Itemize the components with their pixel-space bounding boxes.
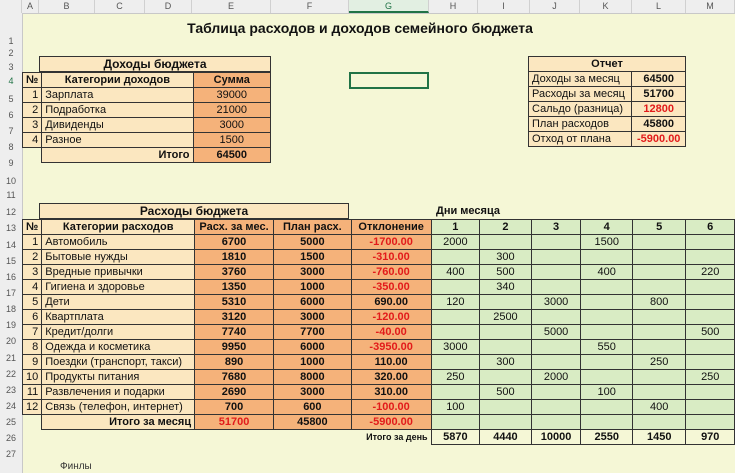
report-row-label: Доходы за месяц — [529, 72, 632, 87]
row-header-7[interactable]: 7 — [8, 126, 14, 136]
expense-row — [23, 400, 735, 415]
row-header-1[interactable]: 1 — [8, 36, 14, 46]
expense-row-plan[interactable]: 600 — [274, 400, 352, 415]
expense-day-cell[interactable]: 250 — [431, 370, 480, 385]
expense-day-cell[interactable] — [480, 340, 532, 355]
day-total-cell[interactable]: 5870 — [431, 430, 480, 445]
expense-row-deviation[interactable]: -1700.00 — [351, 235, 431, 250]
expense-day-cell[interactable]: 3000 — [431, 340, 480, 355]
expense-day-cell[interactable] — [480, 235, 532, 250]
expenses-total-spent[interactable]: 51700 — [195, 415, 274, 430]
expense-row-plan[interactable]: 3000 — [274, 310, 352, 325]
expense-day-cell[interactable] — [632, 325, 686, 340]
column-header-h[interactable]: H — [429, 0, 478, 13]
expense-day-cell[interactable] — [581, 310, 633, 325]
expense-day-cell[interactable] — [431, 385, 480, 400]
expense-row-category[interactable]: Продукты питания — [42, 370, 195, 385]
expense-day-cell[interactable] — [686, 340, 735, 355]
expense-row-num: 5 — [23, 295, 42, 310]
row-header-16[interactable]: 16 — [5, 272, 16, 282]
expense-row-deviation[interactable]: 110.00 — [351, 355, 431, 370]
report-row — [529, 72, 686, 87]
report-row-label: Сальдо (разница) — [529, 102, 632, 117]
day-total-row — [23, 430, 735, 445]
row-header-24[interactable]: 24 — [5, 401, 16, 411]
expense-day-cell[interactable] — [581, 250, 633, 265]
expense-row — [23, 235, 735, 250]
expense-day-cell[interactable]: 300 — [480, 355, 532, 370]
expenses-table — [22, 219, 735, 445]
expense-row-spent[interactable]: 5310 — [195, 295, 274, 310]
expense-day-cell[interactable] — [686, 280, 735, 295]
expense-row-spent[interactable]: 6700 — [195, 235, 274, 250]
expense-day-cell[interactable] — [531, 340, 581, 355]
row-headers — [0, 13, 23, 473]
day-total-cell[interactable]: 970 — [686, 430, 735, 445]
expense-day-cell[interactable] — [632, 235, 686, 250]
expense-row-category[interactable]: Развлечения и подарки — [42, 385, 195, 400]
column-header-m[interactable]: M — [686, 0, 735, 13]
expense-row-category[interactable]: Гигиена и здоровье — [42, 280, 195, 295]
expense-row-spent[interactable]: 3120 — [195, 310, 274, 325]
expense-day-cell[interactable] — [431, 325, 480, 340]
day-header-cell: 5 — [632, 220, 686, 235]
expenses-total-label: Итого за месяц — [42, 415, 195, 430]
expense-day-cell[interactable] — [581, 280, 633, 295]
day-total-cell[interactable]: 1450 — [632, 430, 686, 445]
expense-day-cell[interactable] — [632, 340, 686, 355]
expense-day-cell[interactable]: 5000 — [531, 325, 581, 340]
report-row-value[interactable]: 12800 — [632, 102, 686, 117]
expense-row-category[interactable]: Квартплата — [42, 310, 195, 325]
column-header-e[interactable]: E — [192, 0, 271, 13]
expense-day-cell[interactable]: 2000 — [431, 235, 480, 250]
income-row — [23, 103, 271, 118]
report-row-label: Расходы за месяц — [529, 87, 632, 102]
expense-day-cell[interactable] — [431, 355, 480, 370]
report-row-value[interactable]: -5900.00 — [632, 132, 686, 147]
report-table — [528, 56, 686, 147]
row-header-25[interactable]: 25 — [5, 417, 16, 427]
expense-row-deviation[interactable]: -350.00 — [351, 280, 431, 295]
expense-day-cell[interactable] — [581, 370, 633, 385]
expense-row-deviation[interactable]: -310.00 — [351, 250, 431, 265]
expense-row-deviation[interactable]: 320.00 — [351, 370, 431, 385]
expense-row-spent[interactable]: 7680 — [195, 370, 274, 385]
expense-day-cell[interactable] — [581, 355, 633, 370]
income-row-category[interactable]: Подработка — [42, 103, 193, 118]
expense-row-plan[interactable]: 5000 — [274, 235, 352, 250]
income-row-num: 1 — [23, 88, 42, 103]
income-row-num: 4 — [23, 133, 42, 148]
row-header-9[interactable]: 9 — [8, 158, 14, 168]
expenses-header-row — [23, 220, 735, 235]
expense-row-plan[interactable]: 8000 — [274, 370, 352, 385]
income-row-category[interactable]: Дивиденды — [42, 118, 193, 133]
expense-day-cell[interactable] — [686, 385, 735, 400]
expense-row-plan[interactable]: 3000 — [274, 385, 352, 400]
row-header-12[interactable]: 12 — [5, 207, 16, 217]
expense-day-cell[interactable] — [632, 250, 686, 265]
expense-row-num: 12 — [23, 400, 42, 415]
expense-day-cell[interactable]: 250 — [686, 370, 735, 385]
expense-day-cell[interactable]: 400 — [431, 265, 480, 280]
row-header-23[interactable]: 23 — [5, 385, 16, 395]
expense-day-cell[interactable] — [632, 310, 686, 325]
income-row-category[interactable]: Зарплата — [42, 88, 193, 103]
expense-row-spent[interactable]: 700 — [195, 400, 274, 415]
expense-day-cell[interactable] — [431, 280, 480, 295]
expense-day-cell[interactable] — [480, 295, 532, 310]
expense-day-cell[interactable] — [531, 385, 581, 400]
expense-day-cell[interactable] — [480, 400, 532, 415]
report-row-value[interactable]: 51700 — [632, 87, 686, 102]
row-header-10[interactable]: 10 — [5, 176, 16, 186]
expenses-total-deviation[interactable]: -5900.00 — [351, 415, 431, 430]
expense-row-deviation[interactable]: -120.00 — [351, 310, 431, 325]
row-header-20[interactable]: 20 — [5, 336, 16, 346]
column-header-c[interactable]: C — [95, 0, 145, 13]
row-header-27[interactable]: 27 — [5, 449, 16, 459]
income-header-num: № — [23, 73, 42, 88]
expense-row-category[interactable]: Дети — [42, 295, 195, 310]
income-table — [22, 72, 271, 163]
expense-day-cell[interactable] — [581, 325, 633, 340]
expense-row-deviation[interactable]: 310.00 — [351, 385, 431, 400]
expense-day-cell[interactable] — [531, 280, 581, 295]
expense-row-plan[interactable]: 1000 — [274, 355, 352, 370]
income-header-category: Категории доходов — [42, 73, 193, 88]
expense-row-spent[interactable]: 2690 — [195, 385, 274, 400]
day-total-cell[interactable]: 10000 — [531, 430, 581, 445]
expense-row-num: 3 — [23, 265, 42, 280]
select-all-corner[interactable] — [0, 0, 22, 13]
expense-row-category[interactable]: Вредные привычки — [42, 265, 195, 280]
row-header-22[interactable]: 22 — [5, 369, 16, 379]
row-header-21[interactable]: 21 — [5, 353, 16, 363]
column-header-i[interactable]: I — [478, 0, 530, 13]
expense-day-cell[interactable] — [581, 295, 633, 310]
day-header-cell: 6 — [686, 220, 735, 235]
income-row — [23, 133, 271, 148]
expense-row-plan[interactable]: 6000 — [274, 340, 352, 355]
expense-day-cell[interactable]: 1500 — [581, 235, 633, 250]
expense-day-cell[interactable]: 220 — [686, 265, 735, 280]
income-total-label: Итого — [42, 148, 193, 163]
report-row-value[interactable]: 64500 — [632, 72, 686, 87]
expense-day-cell[interactable] — [531, 250, 581, 265]
expense-row — [23, 295, 735, 310]
expense-day-cell[interactable] — [431, 310, 480, 325]
page-title: Таблица расходов и доходов семейного бюджета — [187, 20, 533, 36]
expense-day-cell[interactable] — [632, 370, 686, 385]
expense-row-category[interactable]: Бытовые нужды — [42, 250, 195, 265]
expenses-caption: Расходы бюджета — [39, 203, 349, 219]
expense-day-cell[interactable]: 400 — [581, 265, 633, 280]
row-header-17[interactable]: 17 — [5, 288, 16, 298]
column-header-f[interactable]: F — [271, 0, 349, 13]
expense-row-category[interactable]: Автомобиль — [42, 235, 195, 250]
column-header-b[interactable]: B — [39, 0, 95, 13]
row-header-18[interactable]: 18 — [5, 304, 16, 314]
expense-row-num: 9 — [23, 355, 42, 370]
column-header-l[interactable]: L — [632, 0, 686, 13]
expense-row-spent[interactable]: 9950 — [195, 340, 274, 355]
expense-row-num: 7 — [23, 325, 42, 340]
income-row-category[interactable]: Разное — [42, 133, 193, 148]
expense-row-num: 11 — [23, 385, 42, 400]
income-row-num: 2 — [23, 103, 42, 118]
selected-cell[interactable] — [349, 72, 429, 89]
expense-row-num: 1 — [23, 235, 42, 250]
income-row — [23, 118, 271, 133]
expense-row — [23, 280, 735, 295]
expense-day-cell[interactable] — [531, 265, 581, 280]
expense-day-cell[interactable]: 550 — [581, 340, 633, 355]
day-header-cell: 2 — [480, 220, 532, 235]
expense-day-cell[interactable]: 500 — [686, 325, 735, 340]
expense-row-deviation[interactable]: 690.00 — [351, 295, 431, 310]
expenses-header-cell: Расх. за мес. — [195, 220, 274, 235]
row-header-4[interactable]: 4 — [8, 76, 14, 86]
expense-row-num: 8 — [23, 340, 42, 355]
expense-day-cell[interactable]: 300 — [480, 250, 532, 265]
row-header-6[interactable]: 6 — [8, 110, 14, 120]
expense-row — [23, 265, 735, 280]
day-header-cell: 1 — [431, 220, 480, 235]
expense-day-cell[interactable] — [531, 355, 581, 370]
expense-day-cell[interactable]: 2500 — [480, 310, 532, 325]
expense-day-cell[interactable] — [686, 355, 735, 370]
report-row — [529, 87, 686, 102]
expenses-header-cell: Отклонение — [351, 220, 431, 235]
expense-row-plan[interactable]: 6000 — [274, 295, 352, 310]
expense-row-spent[interactable]: 1810 — [195, 250, 274, 265]
report-row-value[interactable]: 45800 — [632, 117, 686, 132]
days-caption: Дни месяца — [436, 205, 500, 217]
row-header-14[interactable]: 14 — [5, 240, 16, 250]
expense-row-num: 4 — [23, 280, 42, 295]
income-row-sum[interactable]: 39000 — [193, 88, 270, 103]
income-row-sum[interactable]: 21000 — [193, 103, 270, 118]
report-row — [529, 132, 686, 147]
expense-row — [23, 385, 735, 400]
expense-row-deviation[interactable]: -40.00 — [351, 325, 431, 340]
expenses-total-plan[interactable]: 45800 — [274, 415, 352, 430]
expense-row-num: 10 — [23, 370, 42, 385]
income-row-num: 3 — [23, 118, 42, 133]
income-row-sum[interactable]: 1500 — [193, 133, 270, 148]
expense-day-cell[interactable]: 250 — [632, 355, 686, 370]
expense-row-plan[interactable]: 7700 — [274, 325, 352, 340]
report-row — [529, 117, 686, 132]
income-header-sum: Сумма — [193, 73, 270, 88]
expense-row-deviation[interactable]: -100.00 — [351, 400, 431, 415]
expense-row-category[interactable]: Связь (телефон, интернет) — [42, 400, 195, 415]
expense-day-cell[interactable] — [531, 400, 581, 415]
expense-row-spent[interactable]: 3760 — [195, 265, 274, 280]
row-header-15[interactable]: 15 — [5, 256, 16, 266]
sheet-tab[interactable]: Финлы — [60, 461, 92, 472]
expense-day-cell[interactable] — [686, 310, 735, 325]
day-header-cell: 3 — [531, 220, 581, 235]
row-header-11[interactable]: 11 — [6, 190, 16, 200]
column-headers — [0, 0, 735, 14]
expense-row-spent[interactable]: 1350 — [195, 280, 274, 295]
expense-row — [23, 325, 735, 340]
expense-day-cell[interactable]: 500 — [480, 265, 532, 280]
day-total-label: Итого за день — [23, 430, 432, 445]
expenses-total-row — [23, 415, 735, 430]
expenses-header-cell: План расх. — [274, 220, 352, 235]
expense-row-plan[interactable]: 1000 — [274, 280, 352, 295]
expense-row-deviation[interactable]: -3950.00 — [351, 340, 431, 355]
row-header-26[interactable]: 26 — [5, 433, 16, 443]
column-header-d[interactable]: D — [145, 0, 192, 13]
expenses-header-cell: № — [23, 220, 42, 235]
expense-day-cell[interactable]: 2000 — [531, 370, 581, 385]
row-header-2[interactable]: 2 — [8, 48, 14, 58]
expense-day-cell[interactable] — [480, 325, 532, 340]
expense-day-cell[interactable] — [686, 400, 735, 415]
expense-day-cell[interactable]: 500 — [480, 385, 532, 400]
expense-row — [23, 370, 735, 385]
expense-row-deviation[interactable]: -760.00 — [351, 265, 431, 280]
expense-day-cell[interactable] — [531, 235, 581, 250]
column-header-g[interactable]: G — [349, 0, 429, 13]
expense-day-cell[interactable]: 3000 — [531, 295, 581, 310]
expense-day-cell[interactable]: 100 — [431, 400, 480, 415]
expense-row-category[interactable]: Кредит/долги — [42, 325, 195, 340]
expense-row-plan[interactable]: 3000 — [274, 265, 352, 280]
expenses-header-cell: Категории расходов — [42, 220, 195, 235]
column-header-j[interactable]: J — [530, 0, 580, 13]
expense-row-category[interactable]: Поездки (транспорт, такси) — [42, 355, 195, 370]
income-row-sum[interactable]: 3000 — [193, 118, 270, 133]
expense-day-cell[interactable] — [531, 310, 581, 325]
expense-day-cell[interactable]: 100 — [581, 385, 633, 400]
income-caption: Доходы бюджета — [39, 56, 271, 72]
expense-row-category[interactable]: Одежда и косметика — [42, 340, 195, 355]
day-total-cell[interactable]: 2550 — [581, 430, 633, 445]
row-header-8[interactable]: 8 — [8, 142, 14, 152]
report-row-label: Отход от плана — [529, 132, 632, 147]
expense-row — [23, 250, 735, 265]
expense-row — [23, 355, 735, 370]
expense-row — [23, 340, 735, 355]
column-header-a[interactable]: A — [22, 0, 39, 13]
expense-day-cell[interactable] — [686, 250, 735, 265]
expense-day-cell[interactable] — [480, 370, 532, 385]
report-row — [529, 102, 686, 117]
income-total-value[interactable]: 64500 — [193, 148, 270, 163]
expense-row-plan[interactable]: 1500 — [274, 250, 352, 265]
row-header-13[interactable]: 13 — [5, 223, 16, 233]
row-header-3[interactable]: 3 — [8, 62, 14, 72]
expense-day-cell[interactable]: 340 — [480, 280, 532, 295]
day-header-cell: 4 — [581, 220, 633, 235]
expense-day-cell[interactable]: 120 — [431, 295, 480, 310]
expense-day-cell[interactable] — [632, 265, 686, 280]
expense-row-num: 2 — [23, 250, 42, 265]
expense-day-cell[interactable]: 400 — [632, 400, 686, 415]
row-header-5[interactable]: 5 — [8, 94, 14, 104]
report-caption: Отчет — [529, 57, 686, 72]
expense-day-cell[interactable] — [581, 400, 633, 415]
expense-row — [23, 310, 735, 325]
day-total-cell[interactable]: 4440 — [480, 430, 532, 445]
row-header-19[interactable]: 19 — [5, 320, 16, 330]
report-row-label: План расходов — [529, 117, 632, 132]
expense-day-cell[interactable] — [686, 235, 735, 250]
column-header-k[interactable]: K — [580, 0, 632, 13]
expense-day-cell[interactable] — [431, 250, 480, 265]
expense-day-cell[interactable] — [632, 385, 686, 400]
income-row — [23, 88, 271, 103]
expense-row-num: 6 — [23, 310, 42, 325]
expense-row-spent[interactable]: 7740 — [195, 325, 274, 340]
expense-row-spent[interactable]: 890 — [195, 355, 274, 370]
expense-day-cell[interactable] — [686, 295, 735, 310]
expense-day-cell[interactable]: 800 — [632, 295, 686, 310]
expense-day-cell[interactable] — [632, 280, 686, 295]
